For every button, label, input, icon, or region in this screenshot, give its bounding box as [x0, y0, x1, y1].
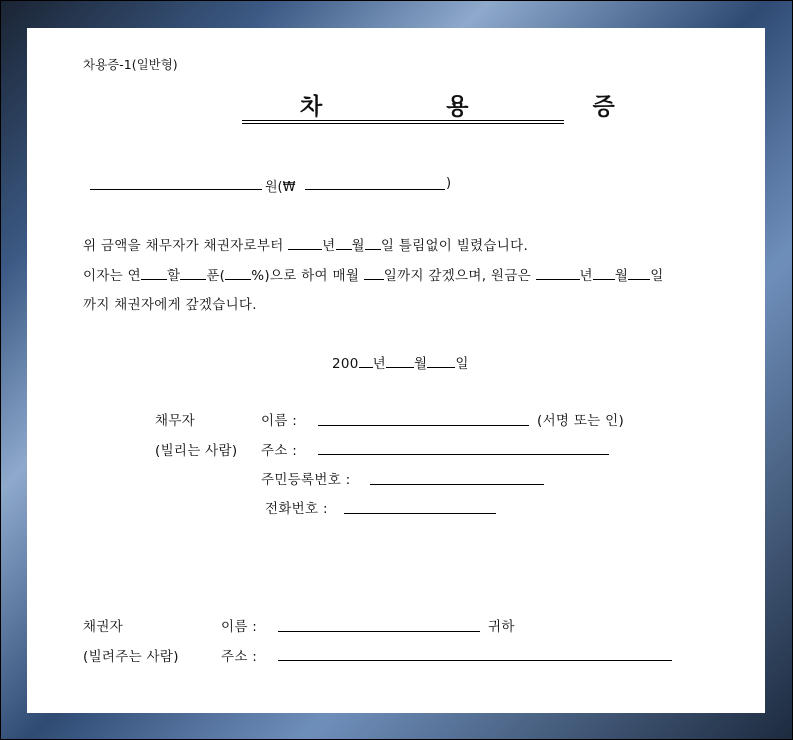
principal-year-field[interactable] — [536, 267, 580, 280]
creditor-address-label: 주소 : — [221, 649, 258, 665]
document-title: 차 용 증 — [300, 94, 673, 120]
amount-korean-field[interactable] — [90, 189, 262, 190]
interest-label: 이자는 연 — [83, 268, 141, 284]
principal-year-label: 년 — [579, 268, 593, 284]
title-underline — [242, 120, 564, 121]
creditor-name-label: 이름 : — [221, 619, 258, 635]
borrow-day-field[interactable] — [365, 237, 381, 250]
debtor-phone-label: 전화번호 : — [265, 501, 328, 517]
interest-hal-label: 할 — [166, 268, 181, 284]
principal-month-label: 월 — [614, 268, 629, 284]
borrow-month-label: 월 — [351, 238, 365, 254]
debtor-subtitle: (빌리는 사람) — [155, 443, 238, 459]
debtor-address-label: 주소 : — [261, 443, 298, 459]
body-line-1-end: 틀림없이 빌렸습니다. — [398, 238, 529, 254]
amount-numeric-field[interactable] — [305, 189, 445, 190]
form-id: 차용증-1(일반형) — [83, 57, 178, 72]
creditor-name-field[interactable] — [278, 631, 480, 632]
debtor-phone-field[interactable] — [344, 513, 496, 514]
body-line-1-text: 위 금액을 채무자가 채권자로부터 — [83, 238, 284, 254]
interest-percent-label: %)으로 하여 매월 — [251, 268, 360, 284]
debtor-name-field[interactable] — [318, 425, 529, 426]
date-day-label: 일 — [455, 356, 469, 372]
interest-pun-field[interactable] — [180, 267, 206, 280]
body-line-3: 까지 채권자에게 갚겠습니다. — [83, 297, 257, 313]
debtor-title: 채무자 — [155, 413, 196, 429]
loan-document — [27, 28, 765, 713]
borrow-month-field[interactable] — [336, 237, 352, 250]
title-underline-double — [242, 123, 564, 124]
interest-percent-field[interactable] — [225, 267, 251, 280]
date-month-label: 월 — [414, 356, 428, 372]
date-month-field[interactable] — [386, 355, 414, 368]
creditor-honorific: 귀하 — [488, 619, 515, 635]
interest-pun-label: 푼( — [206, 268, 226, 284]
monthly-day-label: 일까지 갚겠으며, 원금은 — [383, 268, 531, 284]
debtor-id-label: 주민등록번호 : — [261, 472, 351, 488]
borrow-day-label: 일 — [380, 238, 395, 254]
creditor-address-field[interactable] — [278, 660, 672, 661]
date-year-prefix: 200 — [332, 356, 359, 372]
debtor-name-label: 이름 : — [261, 413, 298, 429]
monthly-day-field[interactable] — [364, 267, 384, 280]
interest-hal-field[interactable] — [141, 267, 167, 280]
creditor-subtitle: (빌려주는 사람) — [83, 649, 179, 665]
date-day-field[interactable] — [427, 355, 455, 368]
body-line-2 — [83, 264, 664, 284]
debtor-address-field[interactable] — [318, 454, 609, 455]
contract-date — [332, 352, 469, 372]
borrow-year-field[interactable] — [288, 237, 322, 250]
amount-won-label: 원(₩ — [265, 180, 296, 195]
amount-close-paren: ) — [446, 176, 452, 191]
principal-month-field[interactable] — [593, 267, 615, 280]
date-year-field[interactable] — [359, 355, 373, 368]
date-year-label: 년 — [372, 356, 387, 372]
principal-day-field[interactable] — [628, 267, 650, 280]
debtor-sign-note: (서명 또는 인) — [537, 413, 625, 429]
debtor-id-field[interactable] — [370, 484, 544, 485]
principal-day-label: 일 — [650, 268, 664, 284]
creditor-title: 채권자 — [83, 619, 124, 635]
borrow-year-label: 년 — [322, 238, 336, 254]
body-line-1 — [83, 234, 528, 254]
